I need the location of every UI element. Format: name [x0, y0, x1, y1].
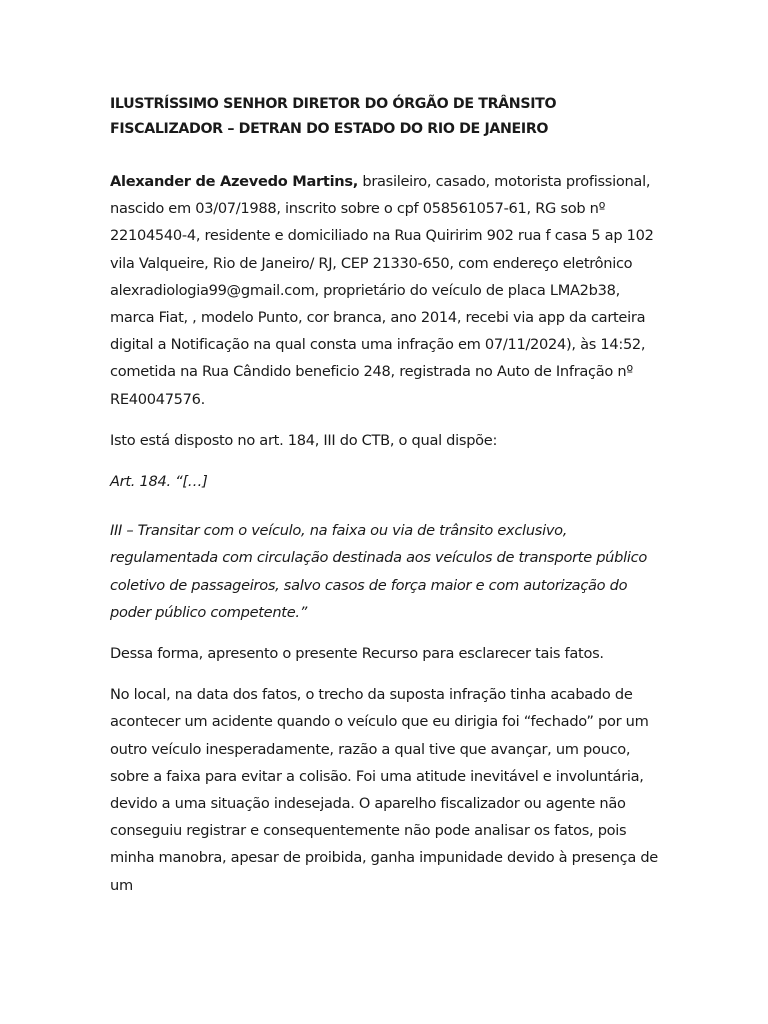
requester-name: Alexander de Azevedo Martins,: [110, 173, 359, 190]
facts-paragraph: No local, na data dos fatos, o trecho da suposta infração tinha acabado de acontecer um acidente quando o veículo que eu dirigia foi “fechado” por um outro veículo inesperadamente, razão a qual tive que avançar, um pouco, sobre a faixa para evitar a colisão. Foi uma atitude inevitável e involuntária, devido a uma situação indesejada. O aparelho fiscalizador ou agente não conseguiu registrar e consequentemente não pode analisar os fatos, pois minha manobra, apesar de proibida, ganha impunidade devido à presença de um: [110, 686, 658, 894]
article-text: III – Transitar com o veículo, na faixa ou via de trânsito exclusivo, regulamentada com circulação destinada aos veículos de transporte público coletivo de passageiros, salvo casos de força maior e com autorização do poder público competente.”: [110, 522, 647, 621]
document-heading: ILUSTRÍSSIMO SENHOR DIRETOR DO ÓRGÃO DE TRÂNSITO FISCALIZADOR – DETRAN DO ESTADO DO RIO DE JANEIRO: [110, 96, 557, 137]
article-reference: Art. 184. “[…]: [110, 473, 208, 491]
statement-paragraph: Isto está disposto no art. 184, III do CTB, o qual dispõe:: [110, 431, 498, 449]
intro-text: brasileiro, casado, motorista profissional, nascido em 03/07/1988, inscrito sobre o cpf 058561057-61, RG sob nº 22104540-4, residente e domiciliado na Rua Quiririm 902 rua f casa 5 ap 102 vila Valqueire, Rio de Janeiro/ RJ, CEP 21330-650, com endereço eletrônico alexradiologia99@gmail.com, proprietário do veículo de placa LMA2b38, marca Fiat, , modelo Punto, cor branca, ano 2014, recebi via app da carteira digital a Notificação na qual consta uma infração em 07/11/2024), às 14:52, cometida na Rua Cândido beneficio 248, registrada no Auto de Infração nº RE40047576.: [110, 173, 654, 408]
document-page: [110, 92, 666, 913]
intro-paragraph: [110, 168, 666, 413]
recurso-paragraph: Dessa forma, apresento o presente Recurso para esclarecer tais fatos.: [110, 645, 604, 663]
